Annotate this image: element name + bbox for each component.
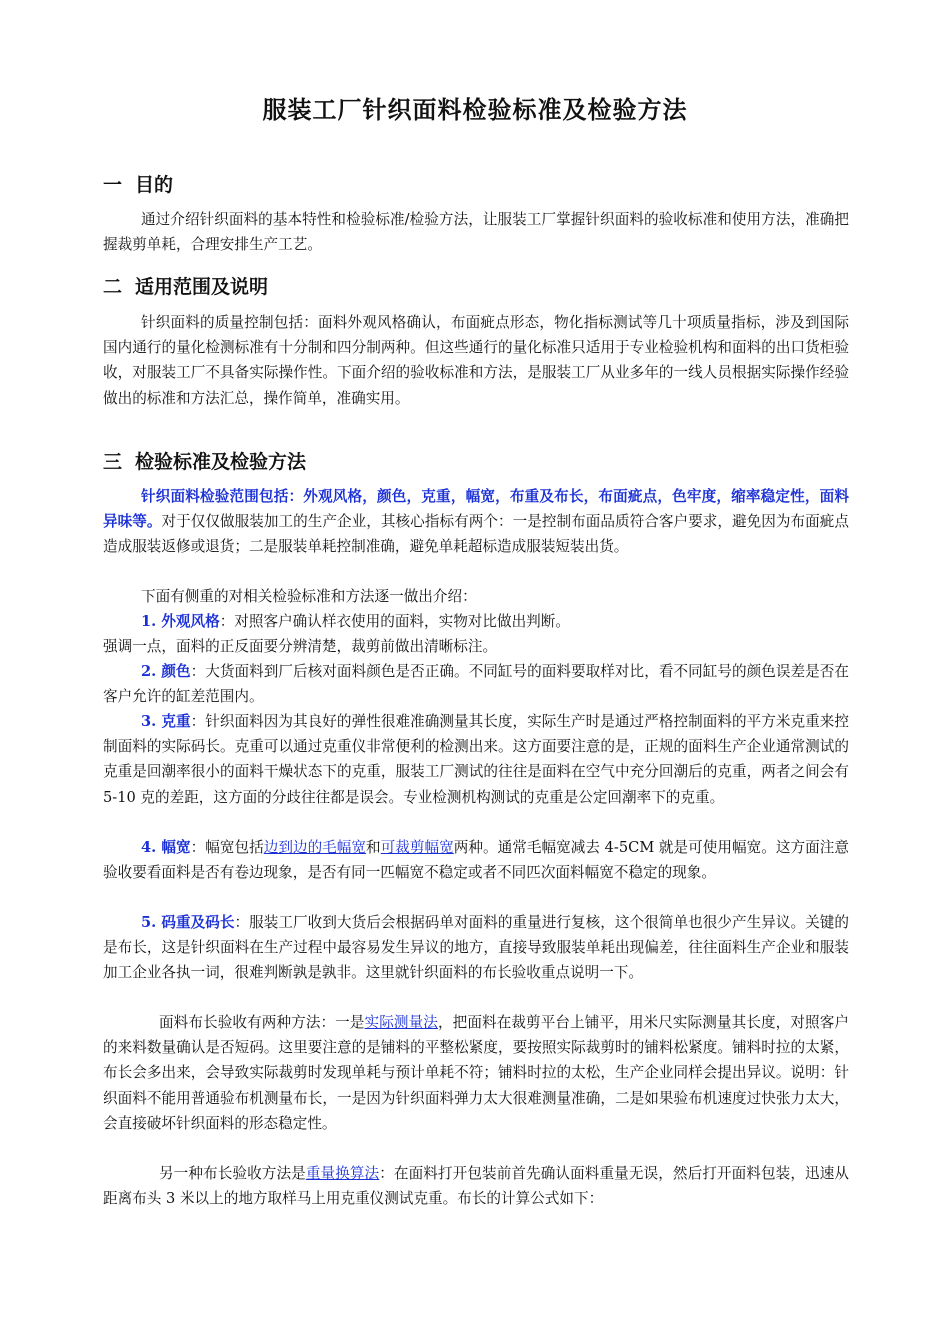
- item-appearance: [103, 609, 849, 634]
- item-text: 和: [366, 839, 381, 856]
- section-number: 三: [103, 451, 123, 473]
- item-color: [103, 659, 849, 709]
- paragraph-measure-method: [103, 1010, 849, 1136]
- paragraph-purpose: 通过介绍针织面料的基本特性和检验标准/检验方法，让服装工厂掌握针织面料的验收标准和使用方法，准确把握裁剪单耗，合理安排生产工艺。: [103, 211, 849, 254]
- paragraph-text: 另一种布长验收方法是: [159, 1165, 306, 1182]
- item-text: ：幅宽包括: [190, 839, 264, 856]
- paragraph-weight-method: [103, 1161, 849, 1211]
- item-text: ：对照客户确认样衣使用的面料，实物对比做出判断。: [219, 613, 570, 630]
- section-number: 一: [103, 174, 123, 196]
- item-weight: [103, 709, 849, 810]
- section-heading-purpose: [103, 170, 173, 197]
- item-width: [103, 835, 849, 885]
- item-text: 两种。通常毛幅宽减去 4-5CM 就是可使用幅宽。这方面注意验收要看面料是否有卷边现象，是否有同一匹幅宽不稳定或者不同匹次面料幅宽不稳定的现象。: [103, 839, 849, 882]
- item-text: ：服装工厂收到大货后会根据码单对面料的重量进行复核，这个很简单也很少产生异议。关键的是布长，这是针织面料在生产过程中最容易发生异议的地方，直接导致服装单耗出现偏差，往往面料生产企业和服装加工企业各执一词，很难判断孰是孰非。这里就针织面料的布长验收重点说明一下。: [103, 914, 849, 982]
- item-text: ：大货面料到厂后核对面料颜色是否正确。不同缸号的面料要取样对比，看不同缸号的颜色误差是否在客户允许的缸差范围内。: [103, 663, 849, 706]
- section-number: 二: [103, 276, 123, 298]
- paragraph-text: ，把面料在裁剪平台上铺平，用米尺实际测量其长度，对照客户的来料数量确认是否短码。这里要注意的是铺料的平整松紧度，要按照实际裁剪时的铺料松紧度。铺料时拉的太紧，布长会多出来，会导致实际裁剪时发现单耗与预计单耗不符；铺料时拉的太松，生产企业同样会提出异议。说明：针织面料不能用普通验布机测量布长，一是因为针织面料弹力太大很难测量准确，二是如果验布机速度过快张力太大，会直接破坏针织面料的形态稳定性。: [103, 1014, 849, 1132]
- paragraph-intro: 下面有侧重的对相关检验标准和方法逐一做出介绍：: [141, 588, 477, 605]
- inspection-scope-text: 对于仅仅做服装加工的生产企业，其核心指标有两个：一是控制布面品质符合客户要求，避免因为布面疵点造成服装返修或退货；二是服装单耗控制准确，避免单耗超标造成服装短装出货。: [103, 513, 849, 556]
- paragraph-scope: 针织面料的质量控制包括：面料外观风格确认，布面疵点形态，物化指标测试等几十项质量指标，涉及到国际国内通行的量化检测标准有十分制和四分制两种。但这些通行的量化标准只适用于专业检验机构和面料的出口货柜验收，对服装工厂不具备实际操作性。下面介绍的验收标准和方法，是服装工厂从业多年的一线人员根据实际操作经验做出的标准和方法汇总，操作简单，准确实用。: [103, 314, 849, 407]
- item-appearance-note: 强调一点，面料的正反面要分辨清楚，裁剪前做出清晰标注。: [103, 638, 498, 655]
- section-heading-methods: [103, 447, 306, 474]
- item-label: 4. 幅宽: [141, 839, 191, 856]
- link-gross-width[interactable]: 边到边的毛幅宽: [263, 839, 367, 856]
- section-title: 适用范围及说明: [135, 276, 269, 298]
- link-cuttable-width[interactable]: 可裁剪幅宽: [380, 839, 454, 856]
- item-text: ：针织面料因为其良好的弹性很难准确测量其长度，实际生产时是通过严格控制面料的平方米克重来控制面料的实际码长。克重可以通过克重仪非常便利的检测出来。这方面要注意的是，正规的面料生产企业通常测试的克重是回潮率很小的面料干燥状态下的克重，服装工厂测试的往往是面料在空气中充分回潮后的克重，两者之间会有 5-10 克的差距，这方面的分歧往往都是误会。专业检测机构测试的克重是公定回潮率下的克重。: [103, 713, 849, 806]
- item-yard-weight-length: [103, 910, 849, 986]
- section-title: 目的: [135, 174, 174, 196]
- link-weight-conversion[interactable]: 重量换算法: [305, 1165, 380, 1182]
- section-heading-scope: [103, 272, 268, 299]
- link-actual-measurement[interactable]: 实际测量法: [364, 1014, 438, 1031]
- paragraph-text: 面料布长验收有两种方法：一是: [159, 1014, 365, 1031]
- section-title: 检验标准及检验方法: [135, 451, 307, 473]
- paragraph-text: ：在面料打开包装前首先确认面料重量无误，然后打开面料包装，迅速从距离布头 3 米以上的地方取样马上用克重仪测试克重。布长的计算公式如下：: [103, 1165, 849, 1208]
- item-label: 2. 颜色: [141, 663, 191, 680]
- item-label: 5. 码重及码长: [141, 914, 235, 931]
- item-label: 3. 克重: [141, 713, 191, 730]
- inspection-scope-bold: 针织面料检验范围包括：外观风格，颜色，克重，幅宽，布重及布长，布面疵点，色牢度，缩率稳定性，面料异味等。: [103, 488, 849, 531]
- paragraph-inspection-scope: [103, 484, 849, 560]
- document-title: 服装工厂针织面料检验标准及检验方法: [262, 96, 688, 124]
- item-label: 1. 外观风格: [141, 613, 220, 630]
